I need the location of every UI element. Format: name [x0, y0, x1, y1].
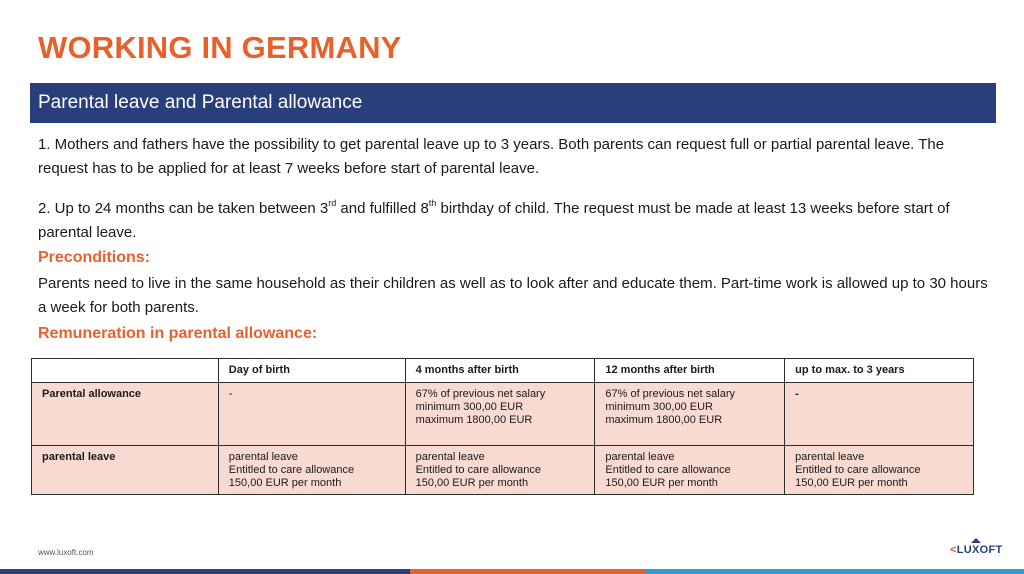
cell-line: parental leave [605, 451, 675, 463]
logo-text: <LUXOFT [950, 544, 1003, 556]
slide-title: WORKING IN GERMANY [38, 30, 402, 65]
table-cell [785, 383, 974, 446]
table-cell [405, 383, 595, 446]
cell-line: maximum 1800,00 EUR [415, 414, 533, 426]
preconditions-heading: Preconditions: [38, 249, 151, 266]
bottom-color-bar [0, 569, 1024, 574]
cell-line: Entitled to care allowance [605, 464, 731, 476]
table-header-cell: 4 months after birth [405, 359, 595, 383]
cell-line: parental leave [228, 451, 298, 463]
para2-part3: birthday of child. The request must be made at least 13 weeks before start of parental leave. [38, 200, 950, 241]
cell-line: minimum 300,00 EUR [415, 401, 524, 413]
bar-segment-light-blue [645, 569, 1024, 574]
cell-line: 150,00 EUR per month [795, 477, 908, 489]
para2-sup-rd: rd [328, 198, 337, 208]
cell-line: - [795, 388, 799, 400]
para2-part2: and fulfilled 8 [336, 200, 429, 217]
table-header-cell: 12 months after birth [595, 359, 785, 383]
table-header-row [32, 359, 974, 383]
row-label-parental-leave: parental leave [32, 446, 219, 495]
cell-line: 67% of previous net salary [415, 388, 546, 400]
table-cell [218, 383, 405, 446]
para2-part1: 2. Up to 24 months can be taken between 3 [38, 200, 329, 217]
table-cell [405, 446, 595, 495]
cell-line: 67% of previous net salary [605, 388, 736, 400]
cell-line: 150,00 EUR per month [415, 477, 529, 489]
preconditions-text: Parents need to live in the same household as their children as well as to look after and educate them. Part-time work is allowed up to 30 hours a week for both parents. [38, 275, 988, 316]
cell-line: parental leave [795, 451, 865, 463]
table-row [32, 383, 974, 446]
bar-segment-blue [0, 569, 410, 574]
cell-line: 150,00 EUR per month [605, 477, 718, 489]
table-cell [595, 446, 785, 495]
bar-segment-orange [410, 569, 646, 574]
section-banner: Parental leave and Parental allowance [30, 83, 996, 123]
table-cell [595, 383, 785, 446]
luxoft-logo [950, 538, 1003, 556]
para2-sup-th: th [428, 198, 437, 208]
table-header-cell [32, 359, 219, 383]
cell-line: 150,00 EUR per month [228, 477, 342, 489]
paragraph-months-range [38, 197, 998, 245]
table-cell [218, 446, 405, 495]
cell-line: parental leave [415, 451, 485, 463]
table-header-cell: Day of birth [218, 359, 405, 383]
table-row [32, 446, 974, 495]
cell-line: - [228, 388, 233, 400]
table-header-cell: up to max. to 3 years [785, 359, 974, 383]
table-cell [785, 446, 974, 495]
cell-line: maximum 1800,00 EUR [605, 414, 723, 426]
logo-chevron-icon [971, 538, 981, 543]
remuneration-heading: Remuneration in parental allowance: [38, 325, 318, 342]
row-label-parental-allowance: Parental allowance [32, 383, 219, 446]
footer-url[interactable]: www.luxoft.com [38, 548, 94, 557]
cell-line: Entitled to care allowance [228, 464, 355, 476]
cell-line: Entitled to care allowance [415, 464, 541, 476]
paragraph-parental-leave: 1. Mothers and fathers have the possibility to get parental leave up to 3 years. Both parents can request full or partial parental leave. The request has to be applied for at least 7 weeks before start of parental leave. [38, 136, 945, 177]
cell-line: Entitled to care allowance [795, 464, 921, 476]
cell-line: minimum 300,00 EUR [605, 401, 713, 413]
remuneration-table [31, 358, 974, 495]
